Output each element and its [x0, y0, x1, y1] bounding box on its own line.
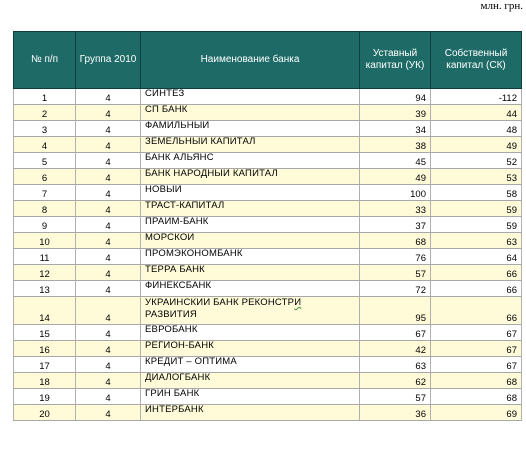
unit-label: млн. грн. [480, 0, 523, 12]
table-row [14, 405, 522, 421]
cell-num: 18 [14, 373, 76, 389]
table-row [14, 137, 522, 153]
cell-group: 4 [76, 341, 141, 357]
cell-bank-name: МОРСКОИ [141, 233, 360, 249]
cell-group: 4 [76, 373, 141, 389]
cell-num: 11 [14, 249, 76, 265]
banks-table [13, 31, 522, 421]
header-uk: Уставный капитал (УК) [360, 32, 431, 89]
cell-bank-name: КРЕДИТ – ОПТИМА [141, 357, 360, 373]
cell-uk: 67 [360, 325, 431, 341]
cell-uk: 36 [360, 405, 431, 421]
cell-uk: 34 [360, 121, 431, 137]
cell-bank-name: ИНТЕРБАНК [141, 405, 360, 421]
cell-group: 4 [76, 281, 141, 297]
cell-sk: 58 [431, 185, 522, 201]
cell-num: 2 [14, 105, 76, 121]
cell-sk: 63 [431, 233, 522, 249]
cell-sk: 59 [431, 217, 522, 233]
table-row [14, 357, 522, 373]
cell-sk: 66 [431, 265, 522, 281]
header-num: № п/п [14, 32, 76, 89]
cell-sk: 67 [431, 357, 522, 373]
cell-sk: 59 [431, 201, 522, 217]
header-group: Группа 2010 [76, 32, 141, 89]
cell-bank-name: БАНК АЛЬЯНС [141, 153, 360, 169]
header-row [14, 32, 522, 89]
cell-bank-name: ПРАИМ-БАНК [141, 217, 360, 233]
table-row [14, 169, 522, 185]
cell-group: 4 [76, 265, 141, 281]
cell-bank-name: БАНК НАРОДНЫЙ КАПИТАЛ [141, 169, 360, 185]
cell-num: 7 [14, 185, 76, 201]
table-row [14, 217, 522, 233]
cell-uk: 42 [360, 341, 431, 357]
cell-uk: 62 [360, 373, 431, 389]
cell-uk: 76 [360, 249, 431, 265]
cell-bank-name: РЕГИОН-БАНК [141, 341, 360, 357]
table-row [14, 89, 522, 105]
header-name: Наименование банка [141, 32, 360, 89]
table-row [14, 341, 522, 357]
cell-group: 4 [76, 89, 141, 105]
cell-sk: 49 [431, 137, 522, 153]
cell-num: 5 [14, 153, 76, 169]
cell-group: 4 [76, 405, 141, 421]
cell-sk: 53 [431, 169, 522, 185]
cell-group: 4 [76, 201, 141, 217]
table-row [14, 265, 522, 281]
table-row [14, 325, 522, 341]
cell-sk: 44 [431, 105, 522, 121]
cell-uk: 33 [360, 201, 431, 217]
table-row [14, 389, 522, 405]
cell-num: 3 [14, 121, 76, 137]
table-row [14, 373, 522, 389]
cell-uk: 95 [360, 297, 431, 325]
table-row [14, 153, 522, 169]
cell-sk: 66 [431, 297, 522, 325]
cell-num: 14 [14, 297, 76, 325]
cell-group: 4 [76, 325, 141, 341]
cell-bank-name: ДИАЛОГБАНК [141, 373, 360, 389]
table-row [14, 297, 522, 325]
table-row [14, 281, 522, 297]
cell-sk: 67 [431, 341, 522, 357]
cell-group: 4 [76, 153, 141, 169]
cell-num: 1 [14, 89, 76, 105]
cell-group: 4 [76, 389, 141, 405]
cell-num: 13 [14, 281, 76, 297]
cell-num: 9 [14, 217, 76, 233]
table-row [14, 249, 522, 265]
cell-bank-name: ТРАСТ-КАПИТАЛ [141, 201, 360, 217]
cell-group: 4 [76, 217, 141, 233]
cell-bank-name: СИНТЕЗ [141, 89, 360, 105]
cell-sk: -112 [431, 89, 522, 105]
cell-num: 12 [14, 265, 76, 281]
cell-uk: 57 [360, 389, 431, 405]
cell-sk: 69 [431, 405, 522, 421]
cell-bank-name: ФАМИЛЬНЫЙ [141, 121, 360, 137]
cell-sk: 68 [431, 389, 522, 405]
cell-uk: 63 [360, 357, 431, 373]
table-row [14, 105, 522, 121]
cell-sk: 67 [431, 325, 522, 341]
header-sk: Собственный капитал (СК) [431, 32, 522, 89]
cell-uk: 39 [360, 105, 431, 121]
cell-bank-name: ЗЕМЕЛЬНЫЙ КАПИТАЛ [141, 137, 360, 153]
cell-bank-name: НОВЫЙ [141, 185, 360, 201]
cell-bank-name: ПРОМЭКОНОМБАНК [141, 249, 360, 265]
table-row [14, 185, 522, 201]
cell-bank-name [141, 297, 360, 325]
cell-bank-name: ТЕРРА БАНК [141, 265, 360, 281]
cell-uk: 57 [360, 265, 431, 281]
table-row [14, 233, 522, 249]
cell-num: 10 [14, 233, 76, 249]
cell-sk: 64 [431, 249, 522, 265]
cell-num: 15 [14, 325, 76, 341]
cell-uk: 72 [360, 281, 431, 297]
table-row [14, 121, 522, 137]
cell-uk: 38 [360, 137, 431, 153]
cell-sk: 48 [431, 121, 522, 137]
cell-group: 4 [76, 297, 141, 325]
cell-num: 6 [14, 169, 76, 185]
cell-group: 4 [76, 185, 141, 201]
cell-group: 4 [76, 121, 141, 137]
cell-uk: 45 [360, 153, 431, 169]
cell-uk: 37 [360, 217, 431, 233]
cell-num: 20 [14, 405, 76, 421]
cell-sk: 66 [431, 281, 522, 297]
bank-name-line2: РАЗВИТИЯ [145, 309, 197, 320]
cell-group: 4 [76, 105, 141, 121]
cell-uk: 94 [360, 89, 431, 105]
cell-uk: 100 [360, 185, 431, 201]
cell-group: 4 [76, 357, 141, 373]
cell-sk: 68 [431, 373, 522, 389]
cell-bank-name: ЕВРОБАНК [141, 325, 360, 341]
cell-group: 4 [76, 169, 141, 185]
cell-sk: 52 [431, 153, 522, 169]
cell-group: 4 [76, 137, 141, 153]
cell-num: 4 [14, 137, 76, 153]
cell-bank-name: СП БАНК [141, 105, 360, 121]
cell-uk: 68 [360, 233, 431, 249]
cell-group: 4 [76, 249, 141, 265]
cell-bank-name: ГРИН БАНК [141, 389, 360, 405]
spellcheck-marked-letter: И [294, 297, 302, 308]
cell-num: 17 [14, 357, 76, 373]
cell-bank-name: ФИНЕКСБАНК [141, 281, 360, 297]
cell-group: 4 [76, 233, 141, 249]
cell-num: 16 [14, 341, 76, 357]
table-row [14, 201, 522, 217]
cell-uk: 49 [360, 169, 431, 185]
bank-name-line1: УКРАИНСКИИ БАНК РЕКОНСТР [145, 297, 295, 308]
cell-num: 19 [14, 389, 76, 405]
cell-num: 8 [14, 201, 76, 217]
